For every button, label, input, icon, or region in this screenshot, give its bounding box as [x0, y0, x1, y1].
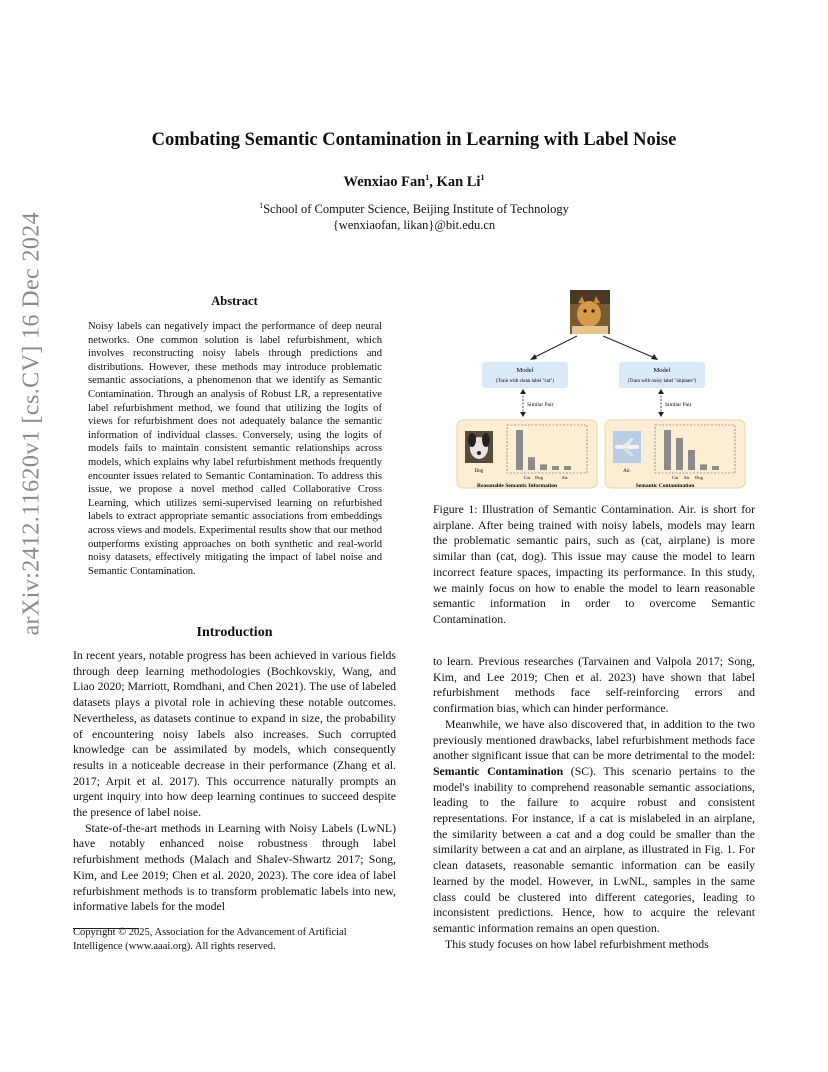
abstract-text: Noisy labels can negatively impact the performance of deep neural networks. One common solution is label refurbishment, which involves reconstructing noisy labels through predictions and distributions. However, these methods may introduce problematic semantic associations, a phenomenon that we identify as Semantic Contamination. Through an analysis of Robust LR, a representative label refurbishment method, we found that utilizing the logits of views for refurbishment does not adequately balance the semantic information of individual classes. Conversely, using the logits of models fails to maintain consistent semantic relationships across models, which explains why label refurbishment methods frequently encounter issues related to Semantic Contamination. To address this issue, we propose a novel method called Collaborative Cross Learning, which utilizes semi-supervised learning on refurbished labels to extract appropriate semantic associations from embeddings across views and models. Experimental results show that our method outperforms existing approaches on both synthetic and real-world noisy datasets, effectively mitigating the impact of label noise and Semantic Contamination. — [88, 321, 382, 577]
model-box-left — [482, 362, 568, 388]
left-column-body — [73, 648, 396, 915]
introduction-heading: Introduction — [196, 625, 273, 640]
panel-caption-right: Semantic Contamination — [635, 483, 695, 489]
similarity-bar — [664, 430, 671, 470]
semantic-contamination-term: Semantic Contamination — [433, 763, 564, 778]
dog-image-label: Dog — [474, 469, 484, 474]
right-column-body — [433, 654, 755, 952]
similarity-bar — [688, 450, 695, 470]
affil-mark: 1 — [259, 200, 264, 210]
figure-1-caption: Figure 1: Illustration of Semantic Contamination. Air. is short for airplane. After being trained with noisy labels, models may learn the problematic semantic pairs, such as (cat, airplane) is more similar than (cat, dog). This issue may cause the model to learn incorrect feature spaces, impacting its performance. In this study, we mainly focus on how to enable the model to learn reasonable semantic information in order to overcome Semantic Contamination. — [433, 502, 755, 626]
bar-label: Dog — [695, 475, 703, 480]
similarity-bar — [516, 430, 523, 470]
cat-image — [570, 290, 610, 334]
similarity-bar — [712, 466, 719, 470]
bar-label: Dog — [535, 475, 543, 480]
similar-pair-label-right: Similar Pair — [665, 402, 692, 408]
arrow-right — [603, 336, 655, 358]
copyright-footnote: Copyright © 2025, Association for the Advancement of Artificial Intelligence (www.aaai.org). All rights reserved. — [73, 927, 347, 952]
paper-title: Combating Semantic Contamination in Learning with Label Noise — [151, 130, 677, 150]
model-sub-left: (Train with clean label "cat") — [495, 379, 555, 384]
airplane-image — [613, 431, 641, 463]
affiliation — [60, 201, 768, 233]
abstract-heading: Abstract — [211, 294, 258, 308]
intro-paragraph-1: In recent years, notable progress has been achieved in various fields through deep learning methodologies (Bochkovskiy, Wang, and Liao 2020; Marriott, Romdhani, and Chen 2021). The use of labeled datasets plays a pivotal role in achieving these notable outcomes. Nevertheless, as datasets continue to expand in size, the probability of encountering noisy labels also increases. Such corrupted knowledge can be assimilated by models, which consequently results in a noticeable decrease in their performance (Zhang et al. 2017; Arpit et al. 2017). This occurrence naturally prompts an urgent inquiry into how deep learning continues to succeed despite the presence of label noise. — [73, 648, 396, 820]
model-sub-right: (Train with noisy label "airplane") — [627, 379, 697, 384]
airplane-image-label: Air. — [623, 469, 631, 474]
similarity-bar — [564, 466, 571, 470]
author-name: Kan Li — [436, 174, 481, 190]
figure-1 — [455, 288, 755, 493]
author-affil-mark: 1 — [425, 173, 430, 183]
intro-paragraph-2-cont: to learn. Previous researches (Tarvainen and Valpola 2017; Song, Kim, and Lee 2019; Chen et al. 2023) have shown that label refurbishment methods face self-reinforcing errors and confirmation bias, which can hinder performance. — [433, 654, 755, 716]
similarity-bar — [700, 464, 707, 470]
intro-paragraph-4: This study focuses on how label refurbishment methods — [445, 936, 709, 951]
arxiv-stamp: arXiv:2412.11620v1 [cs.CV] 16 Dec 2024 — [18, 211, 45, 636]
bar-label: Cat — [523, 475, 531, 480]
similar-pair-label-left: Similar Pair — [527, 402, 554, 408]
author-name: Wenxiao Fan — [343, 174, 426, 190]
author-list: Wenxiao Fan$^1$, Kan Li$^1$ — [343, 173, 485, 190]
bar-label: Air. — [683, 475, 691, 480]
arrow-left — [533, 336, 577, 358]
author-affil-mark: 1 — [480, 173, 485, 183]
similarity-bar — [676, 438, 683, 470]
intro-paragraph-2: State-of-the-art methods in Learning with Noisy Labels (LwNL) have notably enhanced noise robustness through label refurbishment methods (Malach and Shalev-Shwartz 2017; Song, Kim, and Lee 2019; Chen et al. 2020, 2023). The core idea of label refurbishment methods is to transform problematic labels into new, informative labels for the model — [73, 820, 396, 914]
bar-label: Cat — [671, 475, 679, 480]
intro-paragraph-3: Meanwhile, we have also discovered that, in addition to the two previously mentioned drawbacks, label refurbishment methods face another significant issue that can be more detrimental to the model: Semantic Contamination (SC). This scenario pertains to the model's inability to comprehend reasonable semantic associations, leading to the failure to acquire robust and consistent representations. For instance, if a cat is mislabeled in an airplane, the similarity between a cat and a dog could be smaller than the similarity between a cat and an airplane, as illustrated in Fig. 1. For clean datasets, reasonable semantic information can be easily learned by the model. However, in LwNL, samples in the same class could be clustered into different categories, leading to inconsistent predictions. Hence, how to acquire the relevant semantic information remains an open question. — [433, 716, 755, 935]
similarity-bar — [528, 457, 535, 470]
model-box-right — [619, 362, 705, 388]
institution: School of Computer Science, Beijing Institute of Technology — [263, 202, 569, 216]
panel-caption-left: Reasonable Semantic Information — [476, 483, 558, 489]
similarity-bar — [552, 466, 559, 470]
author-emails: {wenxiaofan, likan}@bit.edu.cn — [332, 218, 496, 232]
bar-label: Air. — [561, 475, 569, 480]
model-title-left: Model — [516, 367, 534, 374]
model-title-right: Model — [653, 367, 671, 374]
similarity-bar — [540, 464, 547, 470]
dog-image — [465, 431, 493, 463]
